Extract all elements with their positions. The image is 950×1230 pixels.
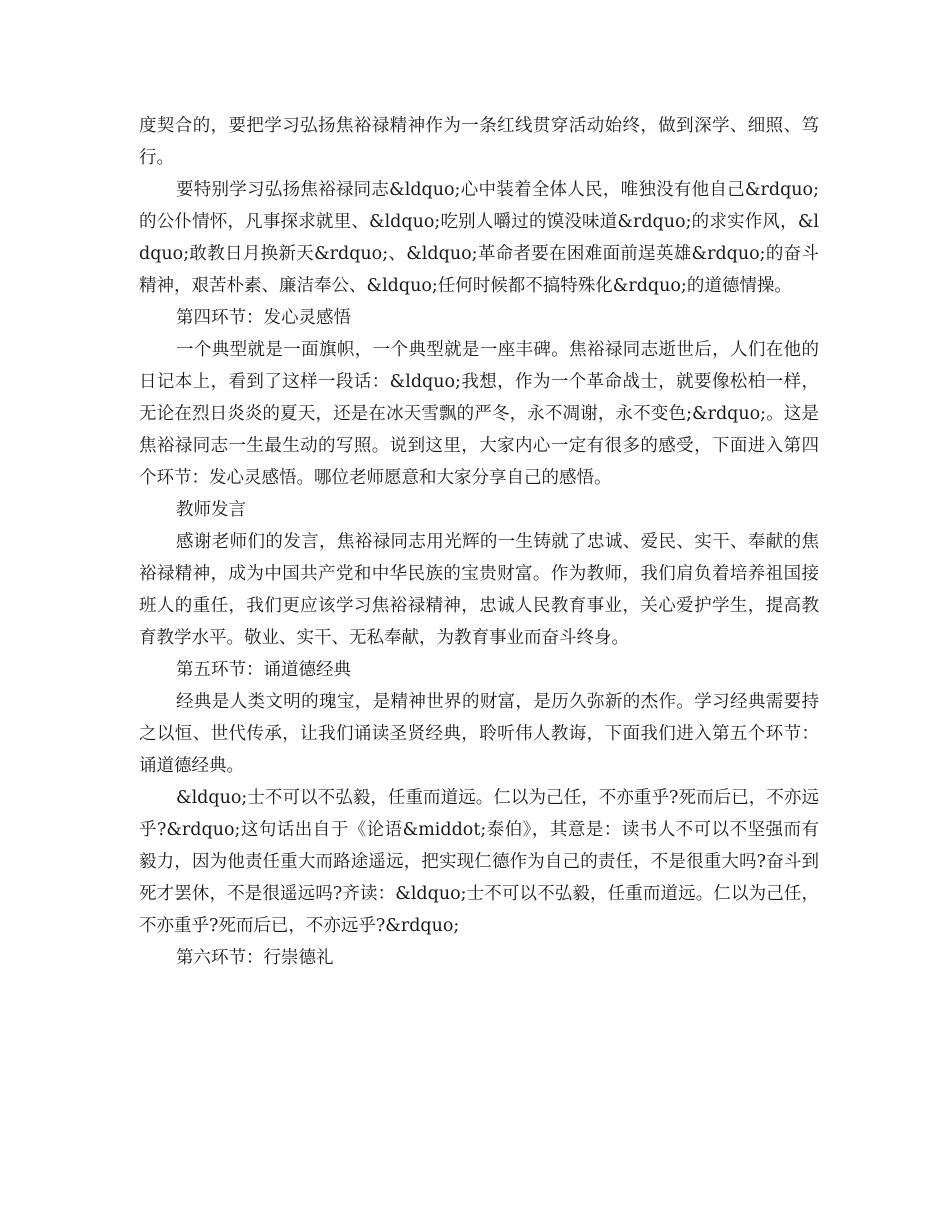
section-heading-6: 第六环节：行崇德礼: [176, 948, 334, 968]
paragraph-thanks: 感谢老师们的发言，焦裕禄同志用光辉的一生铸就了忠诚、爱民、实干、奉献的焦裕禄精神，成为中国共产党和中华民族的宝贵财富。作为教师，我们肩负着培养祖国接班人的重任，我们更应该学习焦裕禄精神，忠诚人民教育事业，关心爱护学生，提高教育教学水平。敬业、实干、无私奉献，为教育事业而奋斗终身。: [139, 532, 819, 648]
paragraph-diary: 一个典型就是一面旗帜，一个典型就是一座丰碑。焦裕禄同志逝世后，人们在他的日记本上，看到了这样一段话：&ldquo;我想，作为一个革命战士，就要像松柏一样，无论在烈日炎炎的夏天，还是在冰天雪飘的严冬，永不凋谢，永不变色;&rdquo;。这是焦裕禄同志一生最生动的写照。说到这里，大家内心一定有很多的感受，下面进入第四个环节：发心灵感悟。哪位老师愿意和大家分享自己的感悟。: [139, 340, 819, 488]
paragraph-continued: 度契合的，要把学习弘扬焦裕禄精神作为一条红线贯穿活动始终，做到深学、细照、笃行。: [139, 116, 819, 168]
document-body: [139, 110, 819, 974]
paragraph-jiao-spirit: 要特别学习弘扬焦裕禄同志&ldquo;心中装着全体人民，唯独没有他自己&rdquo;的公仆情怀，凡事探求就里、&ldquo;吃别人嚼过的馍没味道&rdquo;的求实作风，&ldquo;敢教日月换新天&rdquo;、&ldquo;革命者要在困难面前逞英雄&rdquo;的奋斗精神，艰苦朴素、廉洁奉公、&ldquo;任何时候都不搞特殊化&rdquo;的道德情操。: [139, 180, 819, 296]
paragraph-classics: 经典是人类文明的瑰宝，是精神世界的财富，是历久弥新的杰作。学习经典需要持之以恒、世代传承，让我们诵读圣贤经典，聆听伟人教诲，下面我们进入第五个环节：诵道德经典。: [139, 692, 819, 776]
section-heading-5: 第五环节：诵道德经典: [176, 660, 351, 680]
section-heading-4: 第四环节：发心灵感悟: [176, 308, 351, 328]
subheading-teacher-speech: 教师发言: [176, 500, 246, 520]
paragraph-analects: &ldquo;士不可以不弘毅，任重而道远。仁以为己任，不亦重乎?死而后已，不亦远乎?&rdquo;这句话出自于《论语&middot;泰伯》，其意是：读书人不可以不坚强而有毅力，因为他责任重大而路途遥远，把实现仁德作为自己的责任，不是很重大吗?奋斗到死才罢休，不是很遥远吗?齐读：&ldquo;士不可以不弘毅，任重而道远。仁以为己任，不亦重乎?死而后已，不亦远乎?&rdquo;: [139, 788, 819, 936]
